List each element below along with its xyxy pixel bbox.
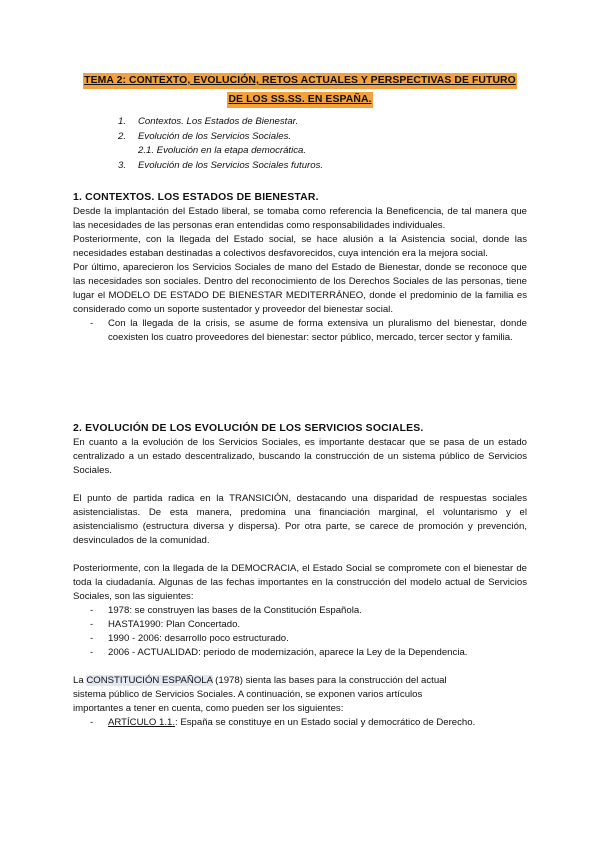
dash-bullet-icon: - (90, 633, 94, 644)
section-2-paragraph-3: Posteriormente, con la llegada de la DEMOCRACIA, el Estado Social se compromete con el bienestar de toda la ciudadanía. Algunas de las fechas importantes en la construcción del modelo actual de Servicios Sociales, son las siguientes: (73, 563, 527, 602)
date-list-item: - 1978: se construyen las bases de la Constitución Española. (90, 605, 362, 616)
table-of-contents (118, 115, 323, 173)
title-line-1: TEMA 2: CONTEXTO, EVOLUCIÓN, RETOS ACTUALES Y PERSPECTIVAS DE FUTURO (83, 73, 517, 89)
toc-item: 1. Contextos. Los Estados de Bienestar. (118, 116, 299, 127)
section-1 (73, 191, 527, 345)
section-1-paragraph-1: Desde la implantación del Estado liberal, se tomaba como referencia la Beneficencia, de tal manera que las necesidades de las personas eran entendidas como responsabilidades individuales. (73, 206, 527, 231)
section-1-bullet: - Con la llegada de la crisis, se asume de forma extensiva un pluralismo del bienestar, donde coexisten los cuatro proveedores del bienestar: sector público, mercado, tercer sector y familia. (90, 318, 527, 343)
date-list-item: - 2006 - ACTUALIDAD: periodo de modernización, aparece la Ley de la Dependencia. (90, 647, 468, 658)
toc-subitem: 2.1. Evolución en la etapa democrática. (138, 145, 306, 156)
dash-bullet-icon: - (90, 318, 94, 329)
document-title (60, 70, 540, 108)
date-list-item: - HASTA1990: Plan Concertado. (90, 619, 241, 630)
dash-bullet-icon: - (90, 717, 94, 728)
section-1-paragraph-3: Por último, aparecieron los Servicios Sociales de mano del Estado de Bienestar, donde se reconoce que las necesidades son sociales. Dentro del reconocimiento de los Derechos Sociales de las personas, tiene lugar el MODELO DE ESTADO DE BIENESTAR MEDITERRÁNEO, donde el predominio de la familia es considerado como un soporte sustentador y proveedor del bienestar social. (73, 262, 527, 315)
section-2-heading: 2. EVOLUCIÓN DE LOS EVOLUCIÓN DE LOS SERVICIOS SOCIALES. (73, 423, 424, 434)
section-2 (73, 422, 527, 730)
dash-bullet-icon: - (90, 619, 94, 630)
highlighted-term: CONSTITUCIÓN ESPAÑOLA (86, 675, 213, 686)
date-list-item: - 1990 - 2006: desarrollo poco estructurado. (90, 633, 289, 644)
toc-item: 3. Evolución de los Servicios Sociales futuros. (118, 159, 324, 171)
section-1-heading: 1. CONTEXTOS. LOS ESTADOS DE BIENESTAR. (73, 192, 319, 203)
section-2-paragraph-4: La CONSTITUCIÓN ESPAÑOLA (1978) sienta las bases para la construcción del actual sistema público de Servicios Sociales. A continuación, se exponen varios artículos importantes a tener en cuenta, como pueden ser los siguientes: (73, 675, 447, 714)
dash-bullet-icon: - (90, 647, 94, 658)
section-2-paragraph-1: En cuanto a la evolución de los Servicios Sociales, es importante destacar que se pasa de un estado centralizado a un estado descentralizado, buscando la construcción de un sistema público de Servicios Sociales. (73, 437, 527, 476)
article-list-item: - ARTÍCULO 1.1.: España se constituye en un Estado social y democrático de Derecho. (90, 717, 476, 728)
toc-item: 2. Evolución de los Servicios Sociales. (118, 130, 292, 142)
section-2-paragraph-2: El punto de partida radica en la TRANSICIÓN, destacando una disparidad de respuestas sociales asistencialistas. De esta manera, predomina una financiación marginal, el voluntarismo y el asistencialismo (estructura diversa y dispersa). Por otra parte, se carece de promoción y prevención, desvinculados de la comunidad. (73, 493, 527, 546)
dash-bullet-icon: - (90, 605, 94, 616)
article-label: ARTÍCULO 1.1. (108, 717, 176, 728)
section-1-paragraph-2: Posteriormente, con la llegada del Estado social, se hace alusión a la Asistencia social, donde las necesidades estaban destinadas a colectivos desfavorecidos, cuya intención era la mejora social. (73, 234, 527, 259)
title-line-2: DE LOS SS.SS. EN ESPAÑA. (227, 92, 372, 108)
